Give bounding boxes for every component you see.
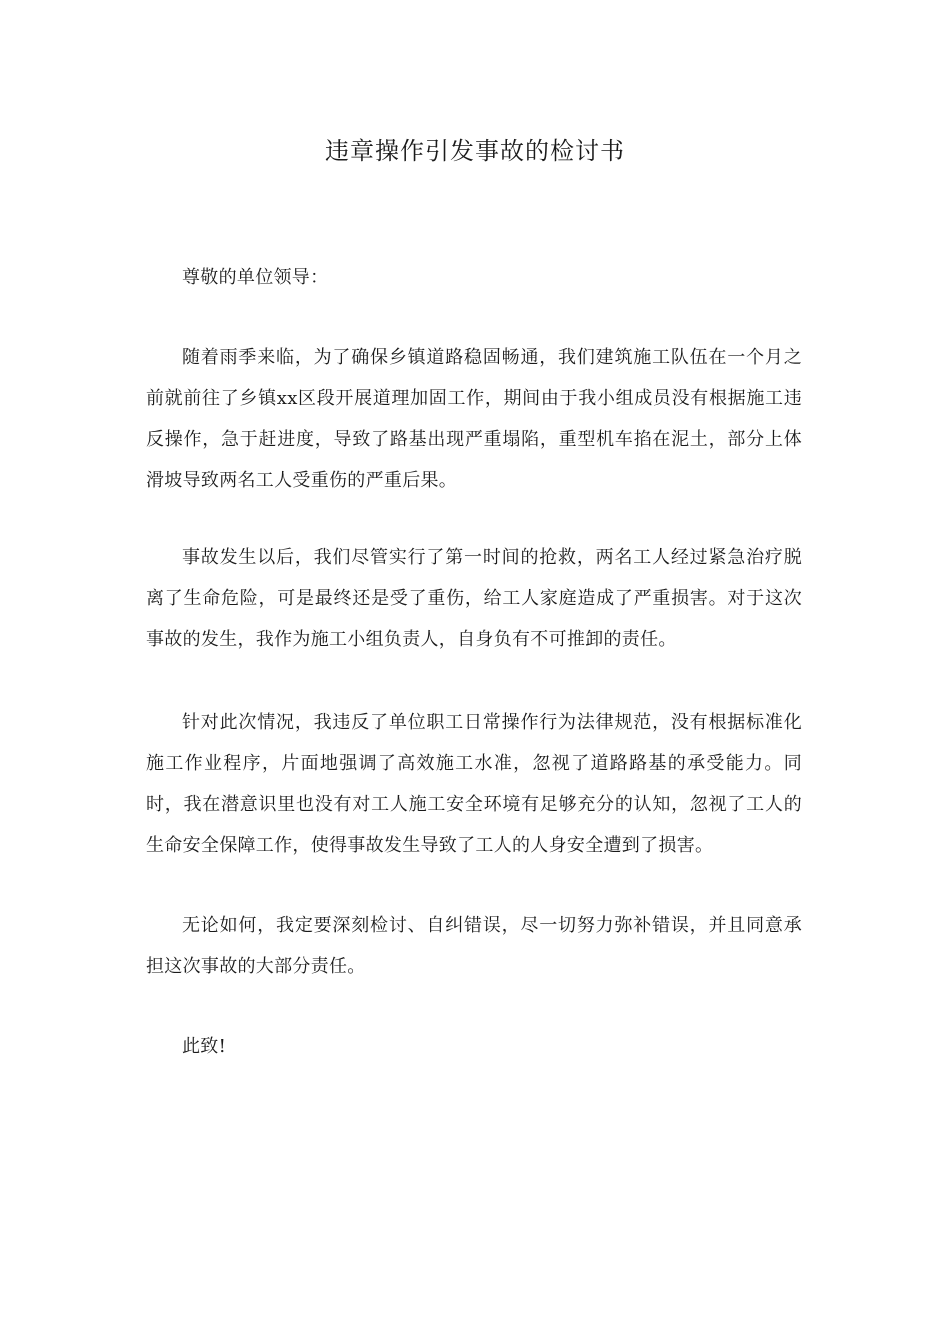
salutation: 尊敬的单位领导： <box>182 267 329 288</box>
document-title: 违章操作引发事故的检讨书 <box>325 137 625 165</box>
paragraph-aftermath: 事故发生以后，我们尽管实行了第一时间的抢救，两名工人经过紧急治疗脱离了生命危险，可是最终还是受了重伤，给工人家庭造成了严重损害。对于这次事故的发生，我作为施工小组负责人，自身负有不可推卸的责任。 <box>146 547 802 650</box>
paragraph-commitment: 无论如何，我定要深刻检讨、自纠错误，尽一切努力弥补错误，并且同意承担这次事故的大部分责任。 <box>146 915 802 977</box>
paragraph-incident: 随着雨季来临，为了确保乡镇道路稳固畅通，我们建筑施工队伍在一个月之前就前往了乡镇xx区段开展道理加固工作，期间由于我小组成员没有根据施工违反操作，急于赶进度，导致了路基出现严重塌陷，重型机车掐在泥土，部分上体滑坡导致两名工人受重伤的严重后果。 <box>146 347 802 491</box>
paragraph-reflection: 针对此次情况，我违反了单位职工日常操作行为法律规范，没有根据标准化施工作业程序，片面地强调了高效施工水准，忽视了道路路基的承受能力。同时，我在潜意识里也没有对工人施工安全环境有足够充分的认知，忽视了工人的生命安全保障工作，使得事故发生导致了工人的人身安全遭到了损害。 <box>146 712 802 856</box>
closing: 此致! <box>182 1036 227 1057</box>
